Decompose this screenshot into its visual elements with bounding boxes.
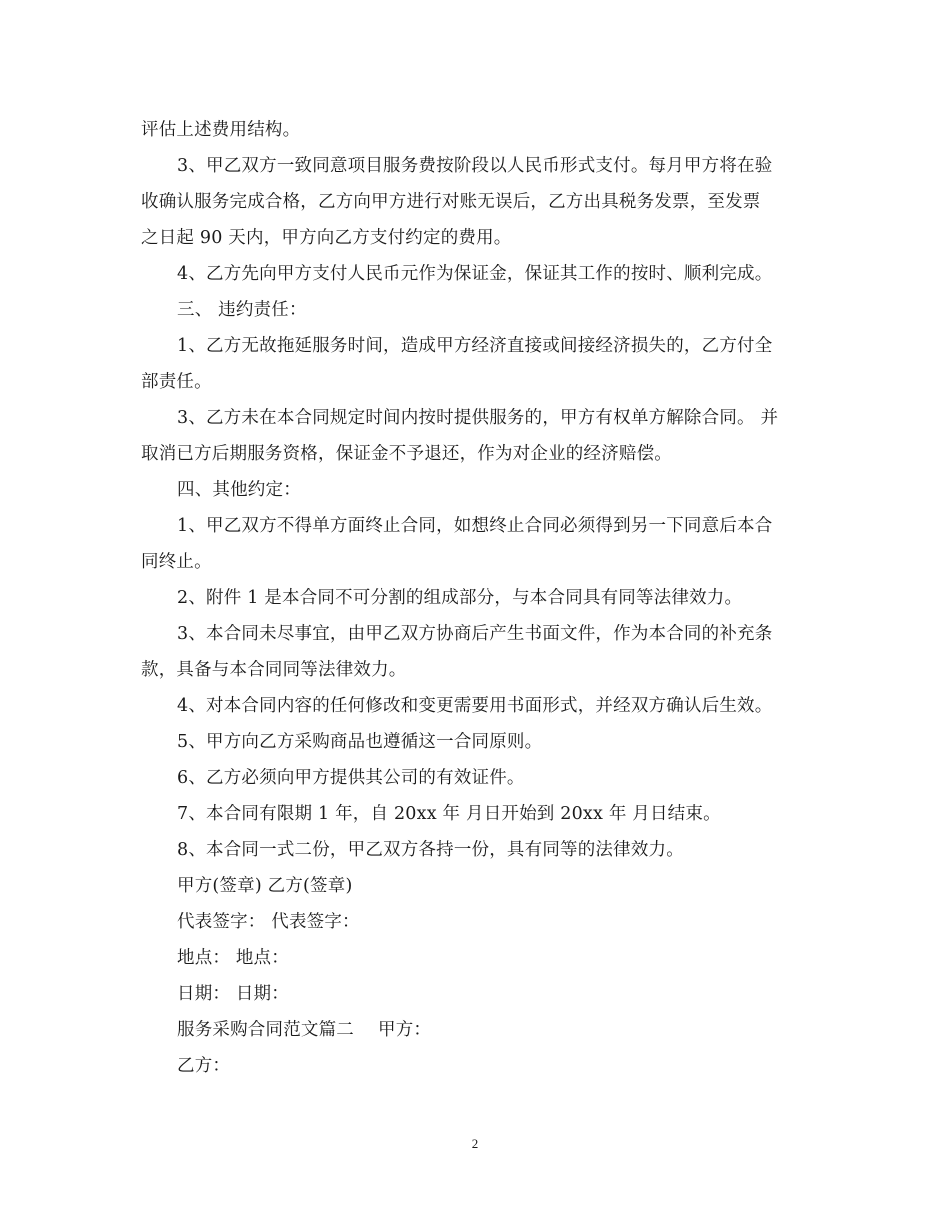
document-body: [141, 112, 811, 1084]
section-heading: 四、其他约定：: [177, 480, 301, 500]
paragraph-line: 8、本合同一式二份，甲乙双方各持一份，具有同等的法律效力。: [177, 840, 684, 860]
paragraph-line: 5、甲方向乙方采购商品也遵循这一合同原则。: [177, 732, 543, 752]
next-section-title: 服务采购合同范文篇二: [177, 1020, 354, 1040]
paragraph-line: 同终止。: [141, 552, 212, 572]
paragraph-line: 款，具备与本合同同等法律效力。: [141, 660, 407, 680]
signature-line: 地点： 地点：: [177, 948, 289, 968]
signature-line: 代表签字： 代表签字：: [177, 912, 360, 932]
paragraph-line: 部责任。: [141, 372, 212, 392]
paragraph-line: 3、甲乙双方一致同意项目服务费按阶段以人民币形式支付。每月甲方将在验: [177, 156, 773, 176]
paragraph-line: 评估上述费用结构。: [141, 120, 301, 140]
paragraph-line: 3、乙方未在本合同规定时间内按时提供服务的，甲方有权单方解除合同。 并: [177, 408, 779, 428]
party-b-label: 乙方：: [177, 1056, 231, 1076]
paragraph-line: 取消已方后期服务资格，保证金不予退还，作为对企业的经济赔偿。: [141, 444, 672, 464]
paragraph-line: 2、附件 1 是本合同不可分割的组成部分，与本合同具有同等法律效力。: [177, 588, 743, 608]
paragraph-line: 4、对本合同内容的任何修改和变更需要用书面形式，并经双方确认后生效。: [177, 696, 773, 716]
page-number: 2: [471, 1136, 479, 1151]
party-a-label: 甲方：: [378, 1020, 432, 1040]
paragraph-line: 7、本合同有限期 1 年，自 20xx 年 月日开始到 20xx 年 月日结束。: [177, 804, 721, 824]
next-section-title-line: [141, 1012, 811, 1048]
paragraph-line: 1、乙方无故拖延服务时间，造成甲方经济直接或间接经济损失的，乙方付全: [177, 336, 773, 356]
paragraph-line: 4、乙方先向甲方支付人民币元作为保证金，保证其工作的按时、顺利完成。: [177, 264, 773, 284]
section-heading: 三、 违约责任：: [177, 300, 307, 320]
signature-line: 甲方(签章) 乙方(签章): [177, 876, 353, 896]
paragraph-line: 3、本合同未尽事宜，由甲乙双方协商后产生书面文件，作为本合同的补充条: [177, 624, 773, 644]
signature-line: 日期： 日期：: [177, 984, 289, 1004]
paragraph-line: 收确认服务完成合格，乙方向甲方进行对账无误后，乙方出具税务发票，至发票: [141, 192, 761, 212]
paragraph-line: 6、乙方必须向甲方提供其公司的有效证件。: [177, 768, 525, 788]
paragraph-line: 之日起 90 天内，甲方向乙方支付约定的费用。: [141, 228, 512, 248]
paragraph-line: 1、甲乙双方不得单方面终止合同，如想终止合同必须得到另一下同意后本合: [177, 516, 773, 536]
